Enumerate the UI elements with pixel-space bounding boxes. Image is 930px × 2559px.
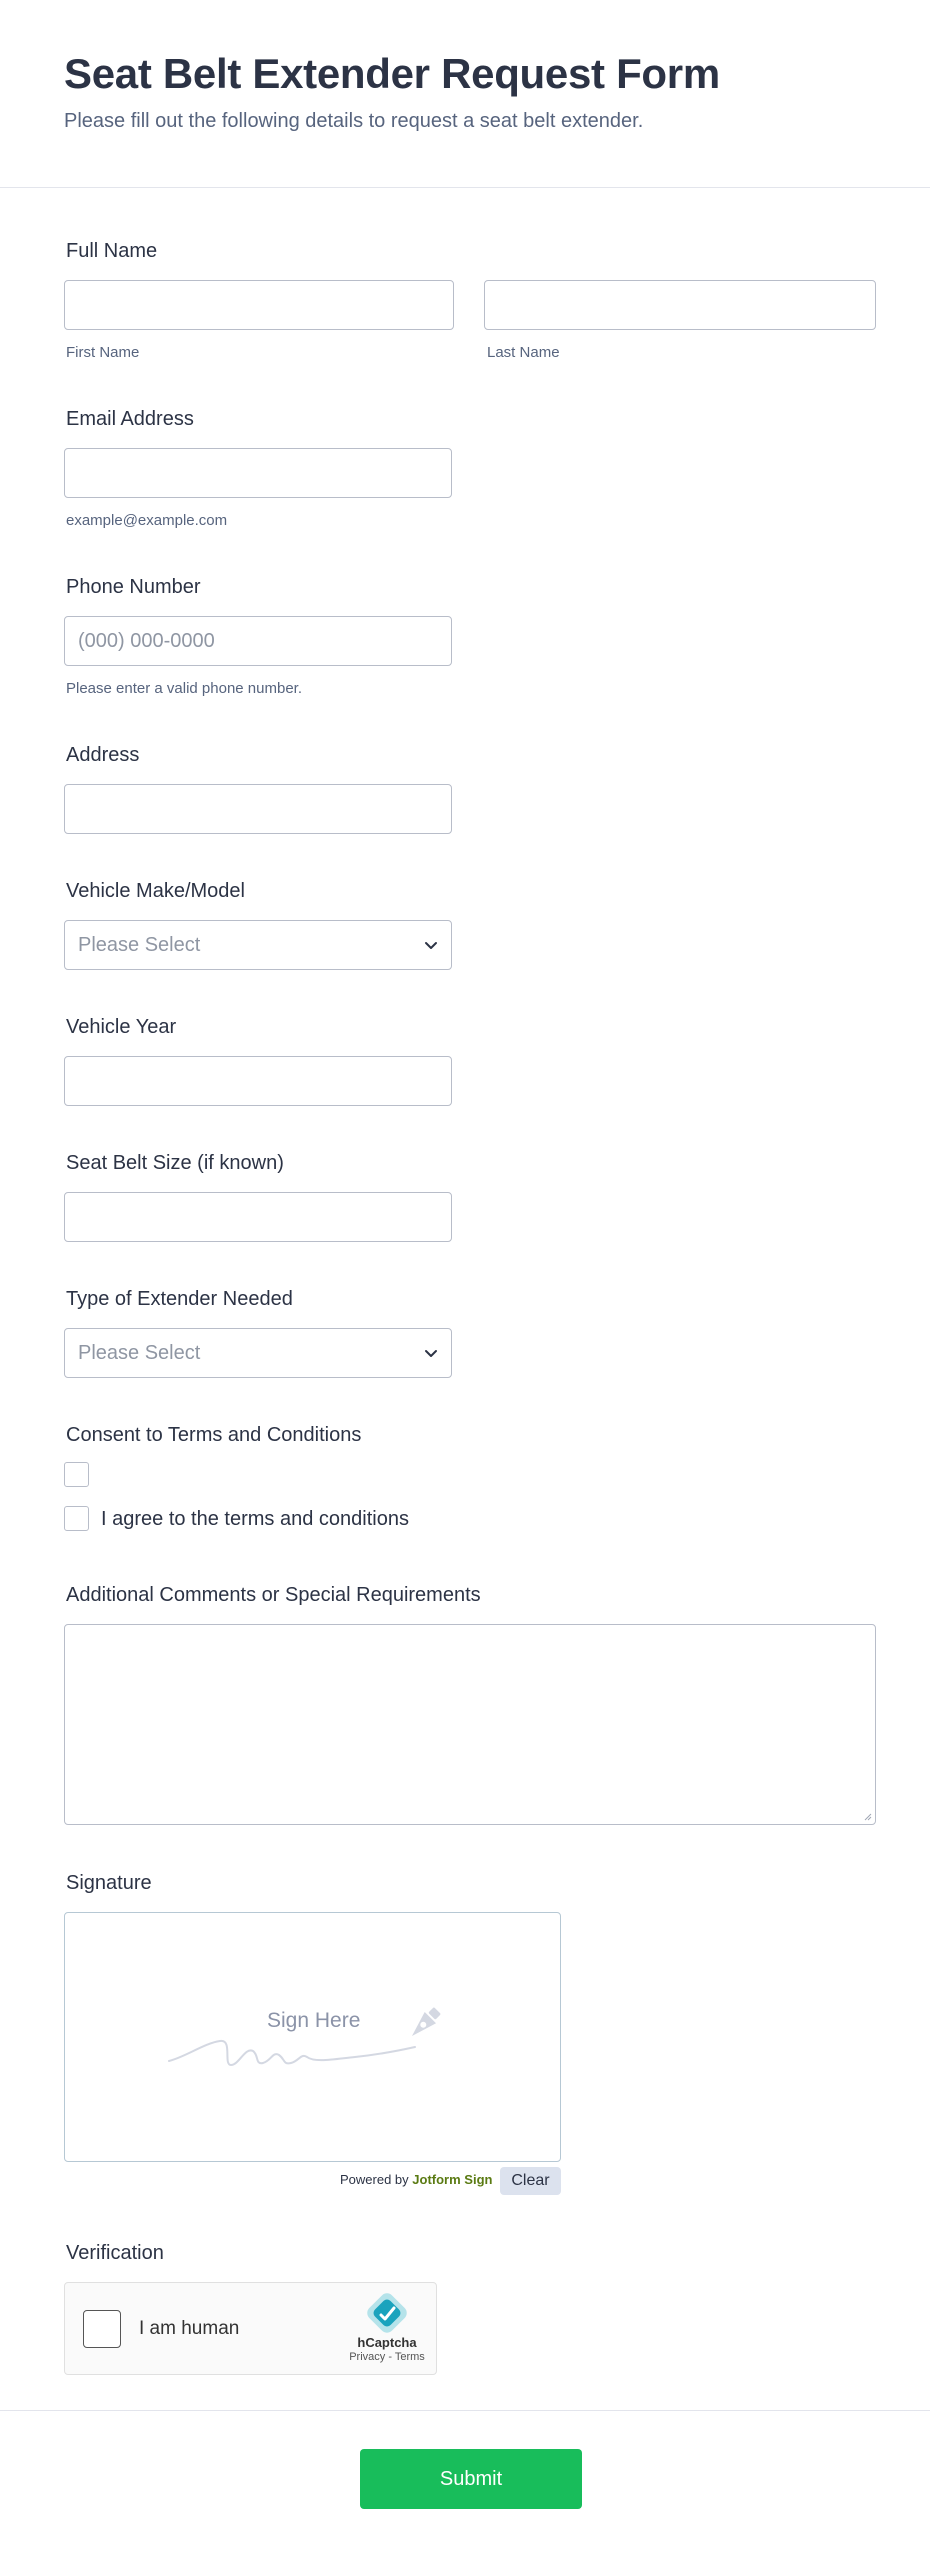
submit-button[interactable]: Submit — [360, 2449, 582, 2509]
signature-label: Signature — [66, 1872, 152, 1894]
chevron-down-icon — [423, 937, 439, 953]
consent-option-label[interactable]: I agree to the terms and conditions — [101, 1508, 409, 1530]
vehicle-year-input[interactable] — [64, 1056, 452, 1106]
consent-checkbox[interactable] — [64, 1506, 89, 1531]
vehicle-make-model-label: Vehicle Make/Model — [66, 880, 245, 902]
vehicle-year-label: Vehicle Year — [66, 1016, 177, 1038]
extender-type-label: Type of Extender Needed — [66, 1288, 293, 1310]
captcha-label: I am human — [139, 2318, 240, 2339]
last-name-sublabel: Last Name — [487, 344, 560, 361]
verification-label: Verification — [66, 2242, 164, 2264]
seat-belt-size-label: Seat Belt Size (if known) — [66, 1152, 284, 1174]
signature-placeholder: Sign Here — [267, 2009, 361, 2032]
form-title: Seat Belt Extender Request Form — [64, 50, 720, 97]
hcaptcha-links[interactable]: Privacy - Terms — [349, 2351, 425, 2363]
chevron-down-icon — [423, 1345, 439, 1361]
extender-type-select[interactable] — [64, 1328, 452, 1378]
pen-nib-icon — [403, 2003, 445, 2045]
signature-pad[interactable] — [64, 1912, 561, 2162]
clear-signature-button[interactable]: Clear — [500, 2167, 561, 2195]
email-sublabel: example@example.com — [66, 512, 228, 529]
first-name-sublabel: First Name — [66, 344, 140, 361]
form-header — [0, 0, 930, 188]
vehicle-make-model-select[interactable] — [64, 920, 452, 970]
captcha-checkbox[interactable] — [83, 2310, 121, 2348]
address-label: Address — [66, 744, 140, 766]
jotform-sign-brand[interactable]: Jotform Sign — [412, 2172, 493, 2187]
email-input[interactable] — [64, 448, 452, 498]
consent-label: Consent to Terms and Conditions — [66, 1424, 362, 1446]
vehicle-make-model-selected: Please Select — [78, 934, 201, 956]
hcaptcha-logo-icon — [367, 2293, 407, 2333]
address-input[interactable] — [64, 784, 452, 834]
resize-handle-icon[interactable] — [862, 1811, 872, 1821]
first-name-input[interactable] — [64, 280, 454, 330]
last-name-input[interactable] — [484, 280, 876, 330]
hcaptcha-brand: hCaptcha — [357, 2335, 417, 2350]
comments-textarea[interactable] — [64, 1624, 876, 1825]
phone-sublabel: Please enter a valid phone number. — [66, 680, 302, 697]
hcaptcha-widget — [64, 2282, 437, 2375]
powered-by-text — [340, 2172, 492, 2187]
consent-empty-checkbox[interactable] — [64, 1462, 89, 1487]
phone-label: Phone Number — [66, 576, 201, 598]
email-label: Email Address — [66, 408, 194, 430]
form-subtitle: Please fill out the following details to request a seat belt extender. — [64, 110, 644, 132]
seat-belt-size-input[interactable] — [64, 1192, 452, 1242]
full-name-label: Full Name — [66, 240, 158, 262]
footer-divider — [0, 2410, 930, 2411]
comments-label: Additional Comments or Special Requirements — [66, 1584, 481, 1606]
extender-type-selected: Please Select — [78, 1342, 201, 1364]
powered-by-prefix: Powered by — [340, 2172, 409, 2187]
phone-input[interactable] — [64, 616, 452, 666]
